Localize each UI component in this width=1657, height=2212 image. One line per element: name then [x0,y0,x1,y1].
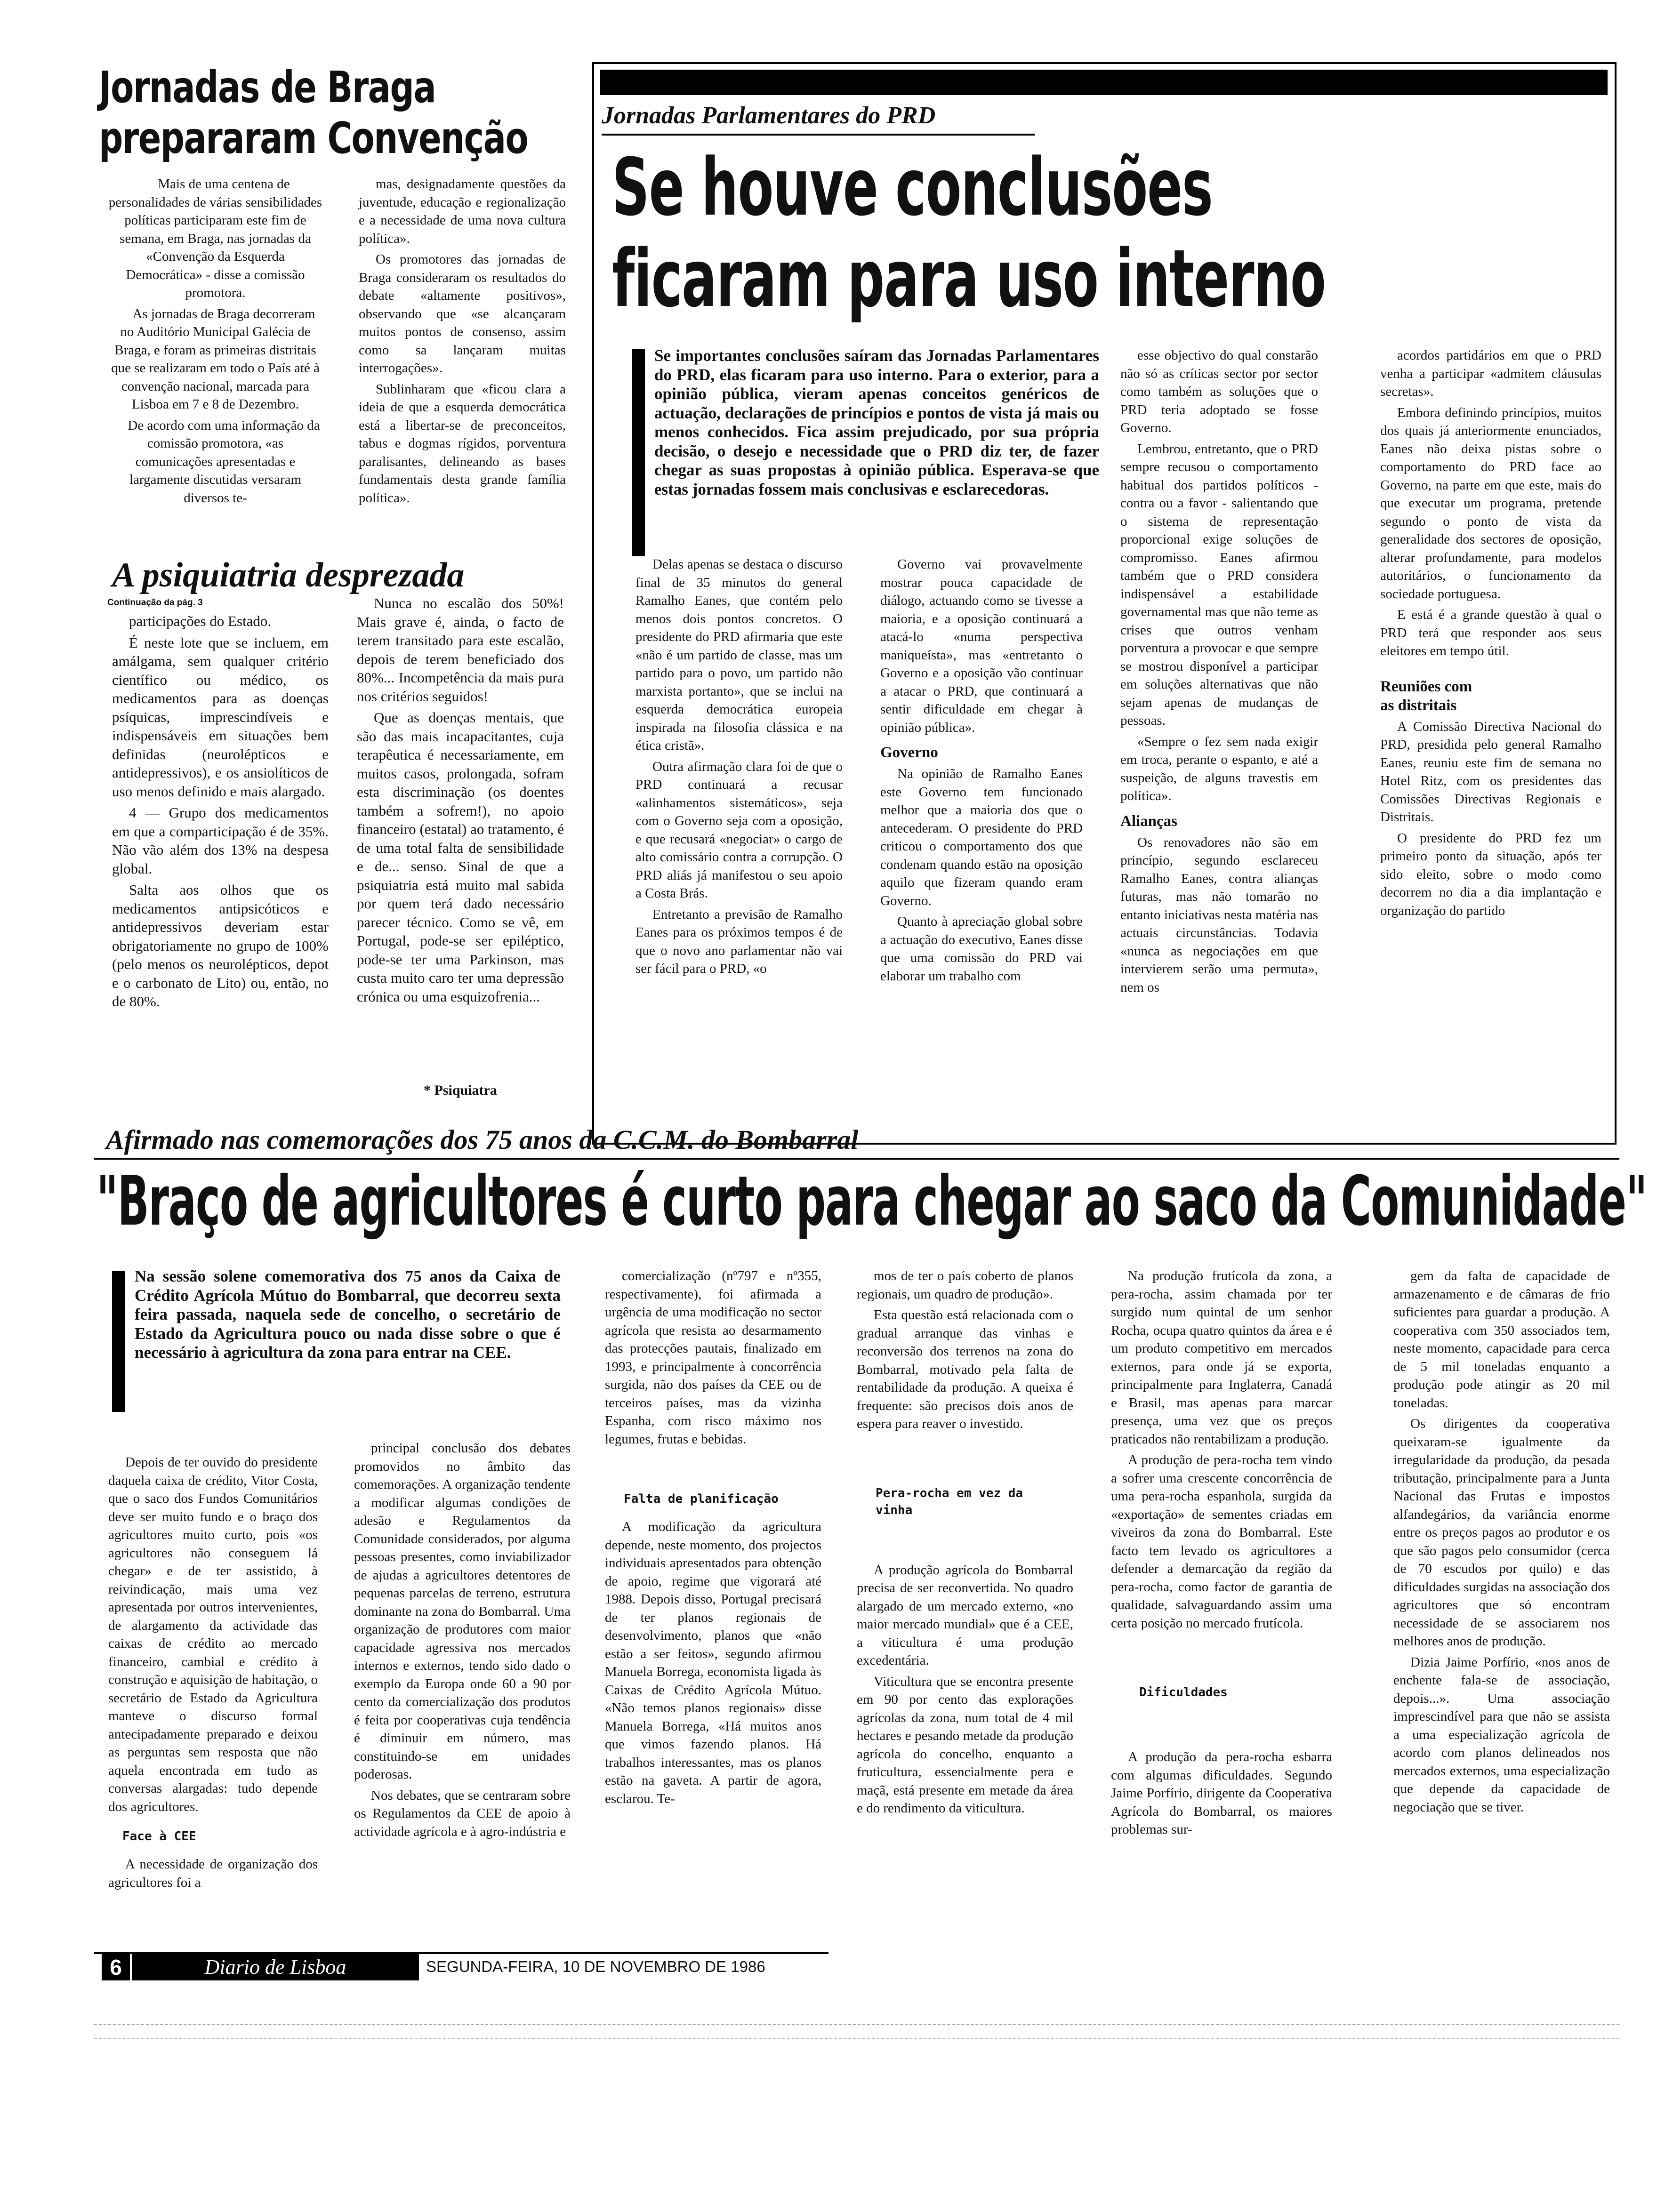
bombarral-subhead-pera-rocha: Pera-rocha em vez da vinha [876,1486,1023,1517]
paragraph: Embora definindo princípios, muitos dos quais já anteriormente enunciados, Eanes não deixa pistas sobre o comportamento do PRD face ao Governo, na parte em que este, mais do que executar um programa, pretende segundo o ponto de vista da generalidade dos sectores de oposição, alterar profundamente, para modelos autoritários, o funcionamento da sociedade portuguesa. [1380,405,1601,601]
prd-column-1 [635,555,843,981]
prd-kicker-rule [602,134,1035,136]
paragraph: E está é a grande questão à qual o PRD terá que responder aos seus eleitores em tempo útil. [1380,607,1601,658]
bombarral-subhead-face-cee: Face à CEE [122,1829,196,1843]
footer-masthead: Diario de Lisboa [132,1954,419,1980]
footer-date: SEGUNDA-FEIRA, 10 DE NOVEMBRO DE 1986 [426,1958,765,1975]
paragraph: «Sempre o fez sem nada exigir em troca, perante o espanto, e até a suspeição, de alguns travestis em política». [1120,734,1318,803]
psiquiatria-column-1 [112,612,329,1014]
bombarral-kicker: Afirmado nas comemorações dos 75 anos da C.C.M. do Bombarral [106,1124,859,1155]
braga-column-2 [359,175,566,510]
psiquiatria-column-2 [357,594,564,1009]
paragraph: gem da falta de capacidade de armazenamento e de câmaras de frio suficientes para guardar a produção. A cooperativa com 350 associados tem, neste momento, capacidade para cerca de 5 mil toneladas enquanto a produção pode atingir as 20 mil toneladas. [1393,1268,1610,1411]
paragraph: Sublinharam que «ficou clara a ideia de que a esquerda democrática está a libertar-se de preconceitos, tabus e dogmas rígidos, porventura paralisantes, delineando as bases fundamentais desta grande família política». [359,381,566,505]
paragraph: Na opinião de Ramalho Eanes este Governo tem funcionado melhor que a maioria dos que o antecederam. O presidente do PRD criticou o comportamento dos que condenam quando estão na oposição aquilo que fizeram quando eram Governo. [880,766,1083,908]
paragraph: Na produção frutícola da zona, a pera-rocha, assim chamada por ter surgido num quintal de um senhor Rocha, ocupa quatro quintos da área e é um produto competitivo em mercados externos, para onde já se exporta, principalmente para Inglaterra, Canadá e Brasil, mas apenas para marcar presença, uma vez que os preços praticados não rentabilizam a produção. [1111,1268,1332,1447]
braga-column-1 [108,175,322,510]
braga-headline-line2: prepararam Convenção [99,113,528,163]
paragraph: participações do Estado. [129,613,272,629]
paragraph: 4 — Grupo dos medicamentos em que a comparticipação é de 35%. Não vão além dos 13% na despesa global. [112,804,329,877]
paragraph: Os renovadores não são em princípio, segundo esclareceu Ramalho Eanes, contra alianças futuras, mas não tomarão no entanto iniciativas nesta matéria nas actuais circunstâncias. Todavia «nunca as negociações em que intervierem serão uma permuta», nem os [1120,834,1318,995]
paragraph: Lembrou, entretanto, que o PRD sempre recusou o comportamento habitual dos partidos políticos - contra ou a favor - salientando que o sistema de representação proporcional exige soluções de compromisso. Eanes afirmou também que o PRD considera indispensável a estabilidade governamental mas que não teme as crises que outros venham porventura a provocar e que sempre se mostrou disponível a participar em soluções alternativas que não sejam apenas de mudanças de pessoas. [1120,441,1318,728]
paragraph: Dizia Jaime Porfírio, «nos anos de enchente fala-se de associação, depois...». Uma associação imprescindível para que não se assista a uma especialização agrícola de acordo com planos delineados nos mercados externos, uma especialização que depende da capacidade de negociação que se tiver. [1393,1654,1610,1815]
paragraph: Mais de uma centena de personalidades de várias sensibilidades políticas participaram este fim de semana, em Braga, nas jornadas da «Convenção da Esquerda Democrática» - disse a comissão promotora. [108,176,322,300]
prd-headline-line2: ficaram para uso interno [612,232,1326,325]
paragraph: Os promotores das jornadas de Braga consideraram os resultados do debate «altamente positivos», observando que «se alcançaram muitos pontos de consenso, assim como sa lançaram muitas interrogações». [359,252,566,376]
paragraph: Governo vai provavelmente mostrar pouca capacidade de diálogo, actuando como se tivesse a maioria, e a oposição continuará a atacá-lo «numa perspectiva maniqueísta», mas «entretanto o Governo e a oposição vão continuar a atacar o PRD, que continuará a sentir dificuldade em chegar à opinião pública». [880,557,1083,735]
paragraph: De acordo com uma informação da comissão promotora, «as comunicações apresentadas e largamente discutidas versaram diversos te- [128,417,320,505]
bombarral-column-3 [605,1267,821,1811]
prd-subhead-aliancas: Alianças [1120,812,1178,830]
bombarral-lead-drop-bar [112,1271,125,1412]
paragraph: mas, designadamente questões da juventude, educação e regionalização e a necessidade de uma nova cultura política». [359,176,566,246]
paragraph: A produção agrícola do Bombarral precisa de ser reconvertida. No quadro alargado de um mercado externo, «no maior mercado mundial» que é a CEE, a viticultura é uma produção excedentária. [857,1562,1073,1668]
paragraph: É neste lote que se incluem, em amálgama, sem qualquer critério científico ou médico, os medicamentos para as doenças psíquicas, imprescindíveis e indispensáveis em situações bem definidas (neurolépticos e antidepressivos), e os ansiolíticos de uso menos definido e mais alargado. [112,634,329,800]
prd-top-bar [600,70,1608,95]
bombarral-subhead-dificuldades: Dificuldades [1139,1685,1228,1699]
paragraph: Esta questão está relacionada com o gradual arranque das vinhas e reconversão dos terrenos na zona do Bombarral, motivado pela falta de rentabilidade da produção. A queixa é frequente: são precisos dois anos de espera para reaver o investido. [857,1307,1073,1431]
bombarral-column-6 [1393,1267,1610,1819]
paragraph: A Comissão Directiva Nacional do PRD, presidida pelo general Ramalho Eanes, reuniu este fim de semana no Hotel Ritz, com os presidentes das Comissões Directivas Regionais e Distritais. [1380,719,1601,825]
paragraph: As jornadas de Braga decorreram no Auditório Municipal Galécia de Braga, e foram as primeiras distritais que se realizaram em todo o País até à convenção nacional, marcada para Lisboa em 7 e 8 de Dezembro. [111,306,320,412]
footer-dashed-line-1 [94,2024,1619,2025]
prd-column-2 [880,555,1083,988]
footer-page-number: 6 [102,1954,130,1980]
paragraph: Delas apenas se destaca o discurso final de 35 minutos do general Ramalho Eanes, que contém pelo menos dois pontos concretos. O presidente do PRD afirmaria que este «não é um partido de classe, mas um partido para o povo, um partido não marxista portanto», que se inclui na esquerda democrática europeia inspirada na filosofia clássica e na ética cristã». [635,557,843,753]
prd-subhead-reunioes: Reuniões com as distritais [1380,678,1472,714]
prd-headline-line1: Se houve conclusões [612,141,1213,233]
paragraph: esse objectivo do qual constarão não só as críticas sector por sector como também as soluções que o PRD teria adoptado se fosse Governo. [1120,348,1318,435]
prd-subhead-governo: Governo [880,744,938,761]
paragraph: mos de ter o país coberto de planos regionais, um quadro de produção». [857,1268,1073,1302]
psiquiatria-continuation-note: Continuação da pág. 3 [107,598,203,608]
paragraph: A modificação da agricultura depende, neste momento, dos projectos individuais apresentados para obtenção de apoio, regime que vigorará até 1988. Depois disso, Portugal precisará de ter planos regionais de desenvolvimento, planos que «não estão a ser feitos», segundo afirmou Manuela Borrega, economista ligada às Caixas de Crédito Agrícola Mútuo. «Não temos planos regionais» disse Manuela Borrega, «Há muitos anos que vimos fazendo planos. Há trabalhos interessantes, mas os planos estão na gaveta. A partir de agora, esclarou. Te- [605,1519,821,1806]
bombarral-subhead-planificacao: Falta de planificação [624,1492,779,1506]
prd-column-3 [1120,346,1318,999]
paragraph: Salta aos olhos que os medicamentos antipsicóticos e antidepressivos deveriam estar obrigatoriamente no grupo de 100% (pelo menos os neurolépticos, depot e o carbonato de Lito) ou, então, no de 80%. [112,882,329,1010]
prd-lead: Se importantes conclusões saíram das Jornadas Parlamentares do PRD, elas ficaram para uso interno. Para o exterior, para a opinião pública, vieram apenas conceitos genéricos de actuação, declarações de princípios e pontos de vista já mais ou menos conhecidos. Fica assim prejudicado, por sua própria decisão, o desejo e necessidade que o PRD diz ter, de fazer chegar as suas propostas à opinião pública. Esperava-se que estas jornadas fossem mais conclusivas e esclarecedoras. [654,346,1099,498]
paragraph: acordos partidários em que o PRD venha a participar «admitem cláusulas secretas». [1380,348,1601,399]
paragraph: Quanto à apreciação global sobre a actuação do executivo, Eanes disse que uma comissão do PRD vai elaborar um trabalho com [880,914,1083,984]
paragraph: Depois de ter ouvido do presidente daquela caixa de crédito, Vitor Costa, que o saco dos Fundos Comunitários deve ser muito fundo e o braço dos agricultores muito curto, pois «os agricultores não conseguem lá chegar» e de ter assistido, à reivindicação, mais uma vez apresentada por outros intervenientes, de alargamento da actividade das caixas de crédito ao mercado financeiro, cambial e crédito à construção e aquisição de habitação, o secretário de Estado da Agricultura manteve o discurso formal antecipadamente preparado e deixou as perguntas sem resposta que não aquela encontrada em tudo as conversas alargadas: tudo depende dos agricultores. [108,1455,318,1814]
paragraph: principal conclusão dos debates promovidos no âmbito das comemorações. A organização tendente a modificar algumas condições de adesão e Regulamentos da Comunidade considerados, por alguma pessoas presentes, como inviabilizador de ajudas a agricultores detentores de pequenas parcelas de terreno, estrutura dominante na zona do Bombarral. Uma organização de produtores com maior capacidade agressiva nos mercados internos e externos, tendo sido dado o exemplo da Europa onde 60 a 90 por cento da comercialização dos produtos é feita por cooperativas cuja tendência é diminuir em número, mas constituindo-se em unidades poderosas. [354,1441,571,1782]
psiquiatria-headline: A psiquiatria desprezada [112,556,465,594]
paragraph: comercialização (nº797 e nº355, respectivamente), foi afirmada a urgência de uma modificação no sector agrícola que resista ao desarmamento das protecções pautais, finalizado em 1993, e principalmente à concorrência surgida, não dos países da CEE ou de terceiros países, mas da vizinha Espanha, com risco máximo nos legumes, frutas e bebidas. [605,1268,821,1447]
paragraph: Viticultura que se encontra presente em 90 por cento das explorações agrícolas da zona, num total de 4 mil hectares e pesando metade da produção agrícola do concelho, enquanto a fruticultura, essencialmente pera e maçã, está presente em metade da área e do rendimento da viticultura. [857,1674,1073,1816]
footer-dashed-line-2 [94,2038,1619,2039]
paragraph: Nunca no escalão dos 50%! Mais grave é, ainda, o facto de terem transitado para este escalão, depois de terem beneficiado dos 80%... Incompetência da mais pura nos critérios seguidos! [357,595,564,705]
paragraph: Que as doenças mentais, que são das mais incapacitantes, cuja terapêutica é necessariamente, em muitos casos, prolongada, sofram esta discriminação (os doentes também a sofrem!), no apoio financeiro (estatal) ao tratamento, é de uma total falta de sensibilidade e de... senso. Sinal de que a psiquiatria está muito mal sabida por quem terá dado necessário parecer técnico. Como se vê, em Portugal, pode-se ser epiléptico, pode-se ter uma Parkinson, mas custa muito caro ter uma depressão crónica ou uma esquizofrenia... [357,709,564,1005]
prd-lead-drop-bar [632,349,645,556]
bombarral-column-5 [1111,1267,1332,1842]
paragraph: A produção de pera-rocha tem vindo a sofrer uma crescente concorrência de uma pera-rocha espanhola, surgida da «exportação» de sementes criadas em viveiros da zona do Bombarral. Este facto tem levado os agricultores a defender a demarcação da região da pera-rocha, como factor de garantia de qualidade, salvaguardando assim uma certa posição no mercado frutícola. [1111,1452,1332,1631]
paragraph: O presidente do PRD fez um primeiro ponto da situação, após ter sido eleito, sobre o modo como decorrem no dia a dia implantação e organização do partido [1380,830,1601,918]
paragraph: Outra afirmação clara foi de que o PRD continuará a recusar «alinhamentos sistemáticos», seja com o Governo seja com a oposição, e que recusará «negociar» o cargo de alto comissário contra a corrupção. O PRD aliás já manifestou o seu apoio a Costa Brás. [635,759,843,901]
prd-kicker: Jornadas Parlamentares do PRD [602,102,936,129]
paragraph: Nos debates, que se centraram sobre os Regulamentos da CEE de apoio à actividade agrícola e à agro-indústria e [354,1787,571,1839]
prd-column-4 [1380,346,1601,922]
bombarral-column-1 [108,1453,318,1894]
paragraph: Os dirigentes da cooperativa queixaram-se igualmente da irregularidade da produção, da pesada tributação, principalmente para a Junta Nacional das Frutas e impostos alfandegários, da variância enorme entre os preços pagos ao produtor e os que são pagos pelo consumidor (cerca de 70 escudos por quilo) e das dificuldades surgidas na associação dos agricultores que só encontram necessidade de se associarem nos melhores anos de produção. [1393,1416,1610,1649]
bombarral-column-2 [354,1439,571,1843]
paragraph: Entretanto a previsão de Ramalho Eanes para os próximos tempos é de que o novo ano parlamentar não vai ser fácil para o PRD, «o [635,906,843,976]
paragraph: A necessidade de organização dos agricultores foi a [108,1857,318,1890]
bombarral-headline: "Braço de agricultores é curto para chegar ao saco da Comunidade" [97,1162,1647,1241]
bombarral-column-4 [857,1267,1073,1820]
bombarral-kicker-rule [94,1158,1619,1160]
psiquiatria-signature: * Psiquiatra [424,1082,497,1098]
paragraph: A produção da pera-rocha esbarra com algumas dificuldades. Segundo Jaime Porfírio, dirigente da Cooperativa Agrícola do Bombarral, os maiores problemas sur- [1111,1749,1332,1837]
bombarral-lead: Na sessão solene comemorativa dos 75 anos da Caixa de Crédito Agrícola Mútuo do Bombarral, que decorreu sexta feira passada, naquela sede de concelho, o secretário de Estado da Agricultura pouco ou nada disse sobre o que é necessário à agricultura da zona para entrar na CEE. [135,1267,561,1362]
braga-headline-line1: Jornadas de Braga [99,62,436,112]
